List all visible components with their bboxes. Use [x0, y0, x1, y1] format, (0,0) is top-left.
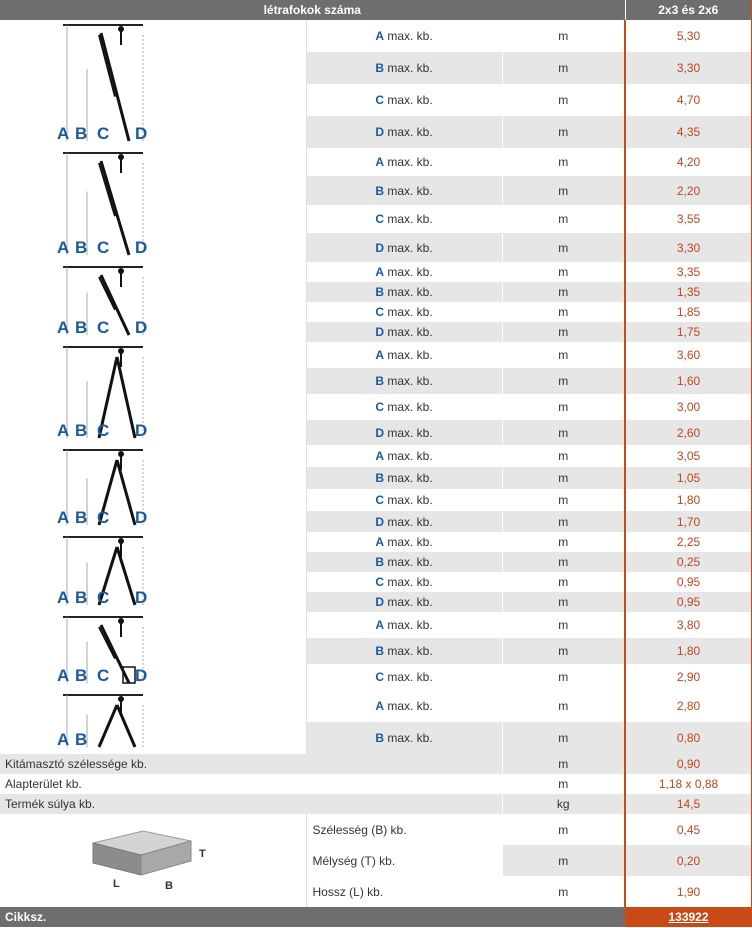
dimension-caption: max. kb.	[387, 374, 433, 388]
dimension-letter-a: A	[56, 730, 70, 749]
dimension-letter-c: C	[96, 318, 110, 337]
dimension-label	[306, 638, 502, 664]
dimension-letter-c: C	[96, 588, 110, 607]
value-cell: 0,25	[625, 552, 752, 572]
unit-cell: m	[502, 511, 625, 532]
unit-cell: m	[502, 489, 625, 511]
ladder-leg-right	[117, 460, 135, 525]
dimension-letter-d: D	[134, 124, 148, 143]
unit-cell: m	[502, 467, 625, 489]
dimension-letter: B	[375, 61, 384, 75]
dimension-letter-b: B	[74, 318, 88, 337]
dimension-letter: A	[375, 155, 384, 169]
package-dimension-label: Hossz (L) kb.	[306, 876, 502, 907]
dimension-label	[306, 420, 502, 445]
package-image-cell	[0, 814, 306, 907]
ladder-rail-back	[99, 163, 115, 216]
ladder-diagram-2	[53, 149, 253, 261]
dimension-letter-d: D	[134, 508, 148, 527]
dimension-letter-c: C	[96, 508, 110, 527]
dimension-letter: A	[375, 618, 384, 632]
dimension-label	[306, 368, 502, 394]
unit-cell: m	[502, 876, 625, 907]
dimension-label	[306, 20, 502, 52]
config-row	[0, 342, 752, 368]
dimension-caption: max. kb.	[387, 514, 433, 529]
dimension-letter: B	[375, 555, 384, 569]
dimension-caption: max. kb.	[387, 212, 433, 226]
dimension-caption: max. kb.	[387, 305, 433, 319]
package-dimension-label: Szélesség (B) kb.	[306, 814, 502, 845]
dimension-label	[306, 282, 502, 302]
dimension-label	[306, 690, 502, 722]
box-label-l: L	[112, 877, 120, 890]
dimension-label	[306, 262, 502, 282]
dimension-letter: B	[375, 731, 384, 745]
dimension-letter-d: D	[134, 421, 148, 440]
dimension-letter: D	[375, 595, 384, 609]
value-cell: 3,60	[625, 342, 752, 368]
value-cell: 1,05	[625, 467, 752, 489]
ladder-rail-back	[99, 627, 115, 659]
dimension-label	[306, 722, 502, 754]
dimension-label	[306, 511, 502, 532]
extra-row	[0, 754, 752, 774]
dimension-caption: max. kb.	[387, 183, 433, 198]
dimension-caption: max. kb.	[387, 400, 433, 414]
dimension-caption: max. kb.	[387, 449, 433, 463]
dimension-letter: C	[375, 400, 384, 414]
dimension-letter-a: A	[56, 421, 70, 440]
config-row	[0, 148, 752, 176]
dimension-letter: D	[375, 240, 384, 255]
dimension-caption: max. kb.	[387, 493, 433, 507]
ladder-diagram-8	[53, 691, 253, 753]
unit-cell: m	[502, 612, 625, 638]
extra-label: Kitámasztó szélessége kb.	[0, 754, 502, 774]
value-cell: 3,80	[625, 612, 752, 638]
dimension-caption: max. kb.	[387, 61, 433, 75]
config-row	[0, 20, 752, 52]
unit-cell: kg	[502, 794, 625, 814]
value-cell: 14,5	[625, 794, 752, 814]
value-cell: 0,20	[625, 845, 752, 876]
value-cell: 1,75	[625, 322, 752, 342]
config-row	[0, 262, 752, 282]
header-variant: 2x3 és 2x6	[625, 0, 752, 20]
unit-cell: m	[502, 205, 625, 233]
value-cell: 2,20	[625, 176, 752, 205]
dimension-letter-a: A	[56, 666, 70, 685]
dimension-letter: A	[375, 265, 384, 279]
dimension-caption: max. kb.	[387, 731, 433, 745]
unit-cell: m	[502, 84, 625, 116]
header-title: létrafokok száma	[0, 0, 625, 20]
dimension-label	[306, 552, 502, 572]
dimension-letter-b: B	[74, 666, 88, 685]
unit-cell: m	[502, 394, 625, 420]
box-label-b: B	[164, 879, 173, 892]
dimension-caption: max. kb.	[387, 595, 433, 609]
unit-cell: m	[502, 282, 625, 302]
value-cell: 3,55	[625, 205, 752, 233]
value-cell: 0,90	[625, 754, 752, 774]
package-box-icon	[73, 821, 233, 901]
dimension-letter-c: C	[96, 666, 110, 685]
dimension-caption: max. kb.	[387, 240, 433, 255]
dimension-caption: max. kb.	[387, 555, 433, 569]
unit-cell: m	[502, 342, 625, 368]
dimension-letter-a: A	[56, 318, 70, 337]
dimension-letter-b: B	[74, 124, 88, 143]
ladder-rail-back	[99, 277, 115, 310]
dimension-caption: max. kb.	[387, 125, 433, 139]
unit-cell: m	[502, 322, 625, 342]
value-cell: 1,18 x 0,88	[625, 774, 752, 794]
value-cell: 3,05	[625, 445, 752, 467]
dimension-letter-d: D	[134, 588, 148, 607]
dimension-letter: D	[375, 425, 384, 440]
extra-row	[0, 794, 752, 814]
unit-cell: m	[502, 814, 625, 845]
dimension-label	[306, 52, 502, 84]
value-cell: 1,60	[625, 368, 752, 394]
dimension-letter-b: B	[74, 730, 88, 749]
dimension-label	[306, 532, 502, 552]
unit-cell: m	[502, 302, 625, 322]
dimension-label	[306, 302, 502, 322]
dimension-letter-a: A	[56, 238, 70, 257]
dimension-letter: B	[375, 374, 384, 388]
dimension-label	[306, 322, 502, 342]
dimension-label	[306, 176, 502, 205]
dimension-label	[306, 148, 502, 176]
unit-cell: m	[502, 552, 625, 572]
unit-cell: m	[502, 116, 625, 148]
ladder-leg-left	[99, 705, 117, 747]
dimension-caption: max. kb.	[387, 618, 433, 632]
unit-cell: m	[502, 754, 625, 774]
ladder-diagram-5	[53, 446, 253, 531]
ladder-image-cell	[0, 445, 306, 532]
value-cell: 3,35	[625, 262, 752, 282]
ladder-image-cell	[0, 342, 306, 445]
dimension-caption: max. kb.	[387, 425, 433, 440]
dimension-letter-d: D	[134, 238, 148, 257]
dimension-letter: A	[375, 29, 384, 43]
dimension-letter-d: D	[134, 666, 148, 685]
dimension-letter: D	[375, 514, 384, 529]
dimension-label	[306, 592, 502, 612]
dimension-caption: max. kb.	[387, 29, 433, 43]
unit-cell: m	[502, 690, 625, 722]
value-cell: 1,35	[625, 282, 752, 302]
ladder-rail-back	[99, 35, 115, 97]
dimension-letter: A	[375, 348, 384, 362]
dimension-caption: max. kb.	[387, 644, 433, 658]
value-cell: 5,30	[625, 20, 752, 52]
dimension-letter-a: A	[56, 124, 70, 143]
unit-cell: m	[502, 20, 625, 52]
unit-cell: m	[502, 233, 625, 262]
ladder-image-cell	[0, 148, 306, 262]
dimension-letter: B	[375, 285, 384, 299]
box-label-t: T	[198, 847, 206, 860]
value-cell: 3,30	[625, 233, 752, 262]
value-cell: 2,25	[625, 532, 752, 552]
ladder-diagram-7	[53, 613, 253, 689]
config-row	[0, 612, 752, 638]
unit-cell: m	[502, 722, 625, 754]
unit-cell: m	[502, 420, 625, 445]
value-cell: 1,80	[625, 638, 752, 664]
value-cell: 0,95	[625, 572, 752, 592]
dimension-letter-d: D	[134, 318, 148, 337]
dimension-label	[306, 84, 502, 116]
dimension-letter: D	[375, 125, 384, 139]
dimension-letter-b: B	[74, 588, 88, 607]
dimension-letter-a: A	[56, 508, 70, 527]
dimension-letter-b: B	[74, 421, 88, 440]
dimension-label	[306, 664, 502, 690]
value-cell: 2,90	[625, 664, 752, 690]
package-dimension-label: Mélység (T) kb.	[306, 845, 502, 876]
unit-cell: m	[502, 638, 625, 664]
dimension-caption: max. kb.	[387, 699, 433, 713]
unit-cell: m	[502, 572, 625, 592]
ladder-leg-right	[117, 547, 135, 605]
value-cell: 1,85	[625, 302, 752, 322]
value-cell: 0,95	[625, 592, 752, 612]
dimension-label	[306, 394, 502, 420]
dimension-label	[306, 572, 502, 592]
dimension-caption: max. kb.	[387, 535, 433, 549]
unit-cell: m	[502, 774, 625, 794]
dimension-letter-b: B	[74, 238, 88, 257]
dimension-label	[306, 233, 502, 262]
dimension-caption: max. kb.	[387, 155, 433, 169]
unit-cell: m	[502, 592, 625, 612]
dimension-letter: C	[375, 670, 384, 684]
dimension-letter: B	[375, 183, 384, 198]
dimension-letter-c: C	[96, 421, 110, 440]
ladder-image-cell	[0, 262, 306, 342]
unit-cell: m	[502, 148, 625, 176]
dimension-label	[306, 342, 502, 368]
dimension-label	[306, 489, 502, 511]
ladder-leg-right	[117, 705, 135, 747]
ladder-image-cell	[0, 20, 306, 148]
dimension-caption: max. kb.	[387, 348, 433, 362]
ladder-leg-right	[117, 357, 135, 438]
config-row	[0, 690, 752, 722]
unit-cell: m	[502, 664, 625, 690]
config-row	[0, 532, 752, 552]
dimension-caption: max. kb.	[387, 471, 433, 485]
dimension-caption: max. kb.	[387, 285, 433, 299]
dimension-letter: A	[375, 699, 384, 713]
dimension-label	[306, 205, 502, 233]
dimension-caption: max. kb.	[387, 575, 433, 589]
dimension-letter: D	[375, 325, 384, 339]
dimension-letter: A	[375, 449, 384, 463]
unit-cell: m	[502, 845, 625, 876]
dimension-letter-c: C	[96, 124, 110, 143]
value-cell: 4,70	[625, 84, 752, 116]
dimension-letter: C	[375, 575, 384, 589]
value-cell: 1,90	[625, 876, 752, 907]
article-code-link[interactable]: 133922	[625, 907, 752, 927]
value-cell: 1,80	[625, 489, 752, 511]
dimension-letter: C	[375, 493, 384, 507]
dimension-letter: C	[375, 212, 384, 226]
dimension-letter: B	[375, 644, 384, 658]
config-row	[0, 445, 752, 467]
extra-label: Termék súlya kb.	[0, 794, 502, 814]
dimension-caption: max. kb.	[387, 670, 433, 684]
ladder-diagram-4	[53, 343, 253, 444]
dimension-label	[306, 116, 502, 148]
dimension-letter-c: C	[96, 238, 110, 257]
extra-label: Alapterület kb.	[5, 777, 82, 791]
value-cell: 2,80	[625, 690, 752, 722]
package-row	[0, 814, 752, 845]
dimension-letter: B	[375, 471, 384, 485]
unit-cell: m	[502, 445, 625, 467]
dimension-letter-b: B	[74, 508, 88, 527]
value-cell: 2,60	[625, 420, 752, 445]
value-cell: 0,80	[625, 722, 752, 754]
unit-cell: m	[502, 368, 625, 394]
dimension-letter: C	[375, 305, 384, 319]
dimension-letter: C	[375, 93, 384, 107]
extra-row	[0, 774, 752, 794]
ladder-image-cell	[0, 612, 306, 690]
dimension-label	[306, 612, 502, 638]
unit-cell: m	[502, 176, 625, 205]
ladder-image-cell	[0, 690, 306, 754]
value-cell: 4,20	[625, 148, 752, 176]
dimension-caption: max. kb.	[387, 265, 433, 279]
unit-cell: m	[502, 52, 625, 84]
dimension-caption: max. kb.	[387, 325, 433, 339]
ladder-diagram-3	[53, 263, 253, 341]
value-cell: 4,35	[625, 116, 752, 148]
ladder-diagram-1	[53, 21, 253, 147]
unit-cell: m	[502, 262, 625, 282]
value-cell: 3,00	[625, 394, 752, 420]
value-cell: 1,70	[625, 511, 752, 532]
value-cell: 3,30	[625, 52, 752, 84]
dimension-label	[306, 467, 502, 489]
footer-label: Cikksz.	[0, 907, 625, 927]
dimension-letter-a: A	[56, 588, 70, 607]
dimension-caption: max. kb.	[387, 93, 433, 107]
dimension-letter: A	[375, 535, 384, 549]
dimension-label	[306, 445, 502, 467]
unit-cell: m	[502, 532, 625, 552]
ladder-diagram-6	[53, 533, 253, 611]
value-cell: 0,45	[625, 814, 752, 845]
ladder-image-cell	[0, 532, 306, 612]
